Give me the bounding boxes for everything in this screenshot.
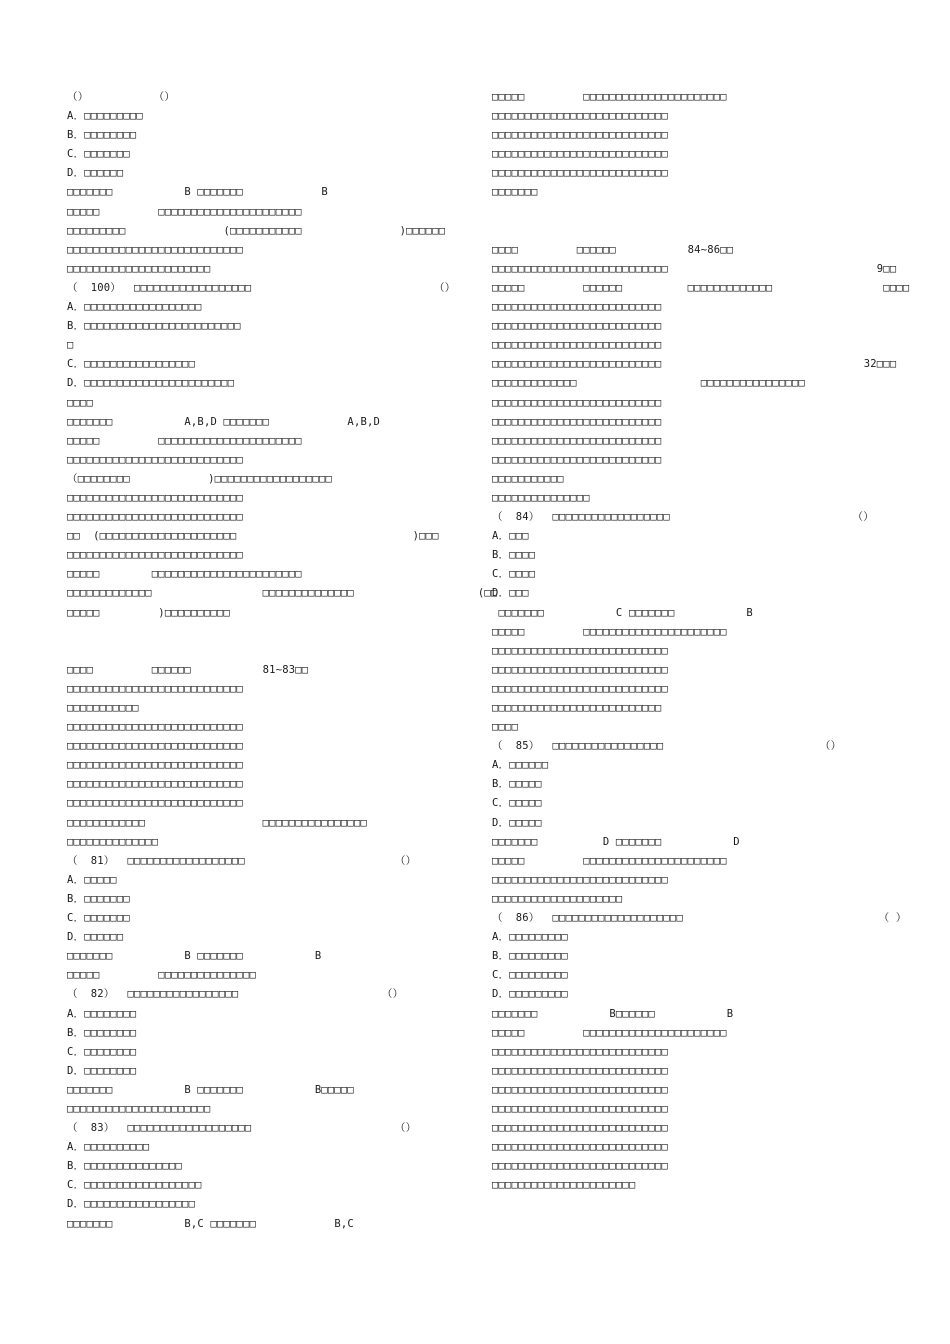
text-line: □□□□□□□ A,B,D □□□□□□□ A,B,D [67,415,381,428]
text-line: □□□□□□□□□□□□□□□□□□□□ [492,892,623,905]
text-line: □□□□□□□ B □□□□□□□ B [67,950,322,963]
text-line: □□□□□□□ [492,186,538,199]
text-line: □□□□□□□□□□□□□□□□□□□□□□□□□□□ [492,1141,669,1154]
text-line: □□□□□ □□□□□□ □□□□□□□□□□□□□ □□□□ [492,281,910,294]
text-line: C．□□□□□□□□□ [492,969,568,982]
text-line: □□□□□□□□□□□□□□□□□□□□□□ [67,262,211,275]
text-line: □□□□□ □□□□□□□□□□□□□□□□□□□□□□ [492,91,727,103]
text-line: （ 83） □□□□□□□□□□□□□□□□□□□ （） [67,1122,417,1135]
text-line: □□□□□□□□□□□□ □□□□□□□□□□□□□□□□ [67,816,367,829]
text-line: （ 100） □□□□□□□□□□□□□□□□□□ （） [67,281,456,294]
text-line: □□□□□□□□□□□□□□□ [492,491,590,504]
text-line: □ [67,339,74,352]
text-line: A．□□□□□□□□□ [67,110,143,123]
text-line: □□□□□□□ C □□□□□□□ B [492,606,753,619]
text-line: □□□□□□□□□□□□□□□□□□□□□□ [67,1102,211,1115]
text-line: □□□□□□□□□□□□□□□□□□□□□□□□□□□ [67,721,244,734]
text-line: A．□□□□□□□□□□ [67,1141,150,1154]
text-line: □□□□□□□□□□□□□□□□□□□□□□□□□□□ [67,549,244,562]
text-line: B．□□□□□ [492,778,542,791]
text-line: □□□□□□□□□□□□□□□□□□□□□□ [492,1179,636,1192]
text-line: □□□□□ □□□□□□□□□□□□□□□□□□□□□□ [492,1026,727,1039]
text-line: □□□□ □□□□□□ 81~83□□ [67,663,309,676]
text-line: □□□□□□□ D □□□□□□□ D [492,835,740,848]
text-line: A．□□□□□□ [492,759,549,772]
text-line: □□□□□□□□□□□□□ □□□□□□□□□□□□□□ (□□ [67,587,498,600]
text-line: □□□□□□□□□□□□□□ [67,835,159,848]
text-line: D．□□□□□□ [67,931,124,944]
text-line: □□□□□□□□□□□□□□□□□□□□□□□□□□ [492,320,662,333]
text-line: □□□□□ □□□□□□□□□□□□□□□□□□□□□□□ [67,568,302,581]
text-line: B．□□□□ [492,549,536,562]
text-line: C．□□□□□□□ [67,912,130,925]
text-line: □□□□□□□□□□□□□□□□□□□□□□□□□□ [492,702,662,714]
text-line: C．□□□□□ [492,797,542,810]
text-line: □□□□□□□□□□□□□□□□□□□□□□□□□□ [492,453,662,466]
text-line: D．□□□□□□ [67,167,124,180]
text-line: □□□□□□□□□□□□□□□□□□□□□□□□□□□ [67,511,244,524]
text-line: A．□□□□□□□□□□□□□□□□□□ [67,301,202,314]
text-line: A．□□□□□□□□□ [492,931,568,944]
text-line: B．□□□□□□□□□ [492,950,568,963]
text-line: D．□□□□□□□□ [67,1064,137,1077]
text-line [67,623,447,642]
text-line: （ 81） □□□□□□□□□□□□□□□□□□ （） [67,854,417,867]
text-line: □□□□□□□□□□□□□□□□□□□□□□□□□□ [492,396,662,409]
text-line: □□□□□□□□□□□□□□□□□□□□□□□□□□ [492,301,662,314]
text-line: □□□□□□□□□□□□□□□□□□□□□□□□□□□ [67,740,244,753]
text-line: □□□□□□□□□□□□□□□□□□□□□□□□□□□ [492,644,669,657]
text-line: □□□□□ □□□□□□□□□□□□□□□□□□□□□□ [492,625,727,638]
text-line: C．□□□□□□□ [67,148,130,161]
text-line: □□□□□□□□□□□□□□□□□□□□□□□□□□□ [492,1122,669,1135]
text-line: C．□□□□□□□□□□□□□□□□□ [67,358,196,371]
text-line: □□□□□□□□□□□□□□□□□□□□□□□□□□□ [67,759,244,772]
text-line: （） （） [67,91,176,103]
text-line: □□□□□□□□□□□□□ □□□□□□□□□□□□□□□□ [492,377,806,390]
text-line: □□□□□□□□□□□□□□□□□□□□□□□□□□□ [492,682,669,695]
text-line [492,222,872,241]
text-line: □□□□□□□□□□□□□□□□□□□□□□□□□□□ [67,682,244,695]
text-line [492,203,872,222]
text-line: （□□□□□□□□ )□□□□□□□□□□□□□□□□□□ [67,472,333,485]
text-line: □□□□□□□ B □□□□□□□ B [67,186,328,199]
text-line: □□□□□□□□□□□□□□□□□□□□□□□□□□□ [492,1064,669,1077]
text-line: □□□□□□□□□□□□□□□□□□□□□□□□□□□ [492,1083,669,1096]
text-line: □□□□ □□□□□□ 84~86□□ [492,243,734,256]
text-line: D．□□□□□□□□□□□□□□□□□ [67,1198,196,1211]
text-line: B．□□□□□□□□ [67,129,137,142]
text-line: □□□□□□□□□□□□□□□□□□□□□□□□□□□ [492,167,669,180]
text-line: □□□□□ )□□□□□□□□□□ [67,606,231,619]
text-line: （ 86） □□□□□□□□□□□□□□□□□□□□ （ ） [492,912,907,925]
text-line: □□□□□□□□□□□□□□□□□□□□□□□□□□□ [492,1160,669,1173]
text-line: □□□□□□□□□□□□□□□□□□□□□□□□□□□ 9□□ [492,262,897,275]
text-line: □□□□□□□□□□□□□□□□□□□□□□□□□□□ [67,491,244,504]
text-line: □□□□□□□□□ (□□□□□□□□□□□ )□□□□□□ [67,224,446,237]
text-line: D．□□□□□□□□□ [492,988,568,1001]
text-line: □□□□ [67,396,94,409]
text-line: B．□□□□□□□□□□□□□□□ [67,1160,183,1173]
text-line: □□□□□□□ B,C □□□□□□□ B,C [67,1217,354,1230]
text-line: □□□□□□□□□□□□□□□□□□□□□□□□□□□ [492,129,669,142]
text-line: □□□□□ □□□□□□□□□□□□□□□□□□□□□□ [492,854,727,867]
text-line: □□□□□□□ B□□□□□□ B [492,1007,734,1020]
text-line: （ 84） □□□□□□□□□□□□□□□□□□ （） [492,511,874,524]
text-line: □□□□□□□□□□□□□□□□□□□□□□□□□□ [492,415,662,428]
text-line: D．□□□ [492,587,529,600]
text-line [67,642,447,661]
text-line: C．□□□□□□□□□□□□□□□□□□ [67,1179,202,1192]
right-column [492,88,910,1195]
text-line: □□□□□ □□□□□□□□□□□□□□□□□□□□□□ [67,205,302,218]
text-line: B．□□□□□□□□ [67,1026,137,1039]
text-line: C．□□□□ [492,568,536,581]
text-line: D．□□□□□ [492,816,542,829]
text-line: □□□□□ □□□□□□□□□□□□□□□□□□□□□□ [67,434,302,447]
text-line: □□□□□□□□□□□□□□□□□□□□□□□□□□ [492,434,662,447]
text-line: □□□□□□□□□□□□□□□□□□□□□□□□□□ [492,339,662,352]
text-line: □□□□□□□□□□□□□□□□□□□□□□□□□□□ [492,1045,669,1058]
text-line: （ 82） □□□□□□□□□□□□□□□□□ （） [67,988,404,1001]
text-line: □□□□□□□□□□□□□□□□□□□□□□□□□□□ [67,778,244,791]
text-line: □□□□□□□□□□□□□□□□□□□□□□□□□□□ [492,663,669,676]
text-line: □□□□□□□ B □□□□□□□ B□□□□□ [67,1083,354,1096]
text-line: B．□□□□□□□□□□□□□□□□□□□□□□□□ [67,320,241,333]
text-line: （ 85） □□□□□□□□□□□□□□□□□ （） [492,740,842,753]
text-line: A．□□□□□□□□ [67,1007,137,1020]
text-line: C．□□□□□□□□ [67,1045,137,1058]
text-line: □□ (□□□□□□□□□□□□□□□□□□□□□ )□□□ [67,530,439,543]
text-line: □□□□□□□□□□□ [492,472,564,485]
text-line: B．□□□□□□□ [67,892,130,905]
text-line: □□□□ [492,721,519,734]
text-line: □□□□□□□□□□□□□□□□□□□□□□□□□□ 32□□□ [492,358,897,371]
text-line: D．□□□□□□□□□□□□□□□□□□□□□□□ [67,377,235,390]
text-line: □□□□□ □□□□□□□□□□□□□□□ [67,969,257,982]
text-line: □□□□□□□□□□□□□□□□□□□□□□□□□□□ [67,453,244,466]
text-line: □□□□□□□□□□□□□□□□□□□□□□□□□□□ [492,110,669,123]
text-line: A．□□□ [492,530,529,543]
text-line: □□□□□□□□□□□□□□□□□□□□□□□□□□□ [492,873,669,886]
text-line: □□□□□□□□□□□□□□□□□□□□□□□□□□□ [492,1102,669,1115]
left-column [67,88,498,1234]
text-line: □□□□□□□□□□□□□□□□□□□□□□□□□□□ [492,148,669,161]
text-line: A．□□□□□ [67,873,117,886]
text-line: □□□□□□□□□□□□□□□□□□□□□□□□□□□ [67,243,244,256]
text-line: □□□□□□□□□□□ [67,702,139,714]
text-line: □□□□□□□□□□□□□□□□□□□□□□□□□□□ [67,797,244,810]
